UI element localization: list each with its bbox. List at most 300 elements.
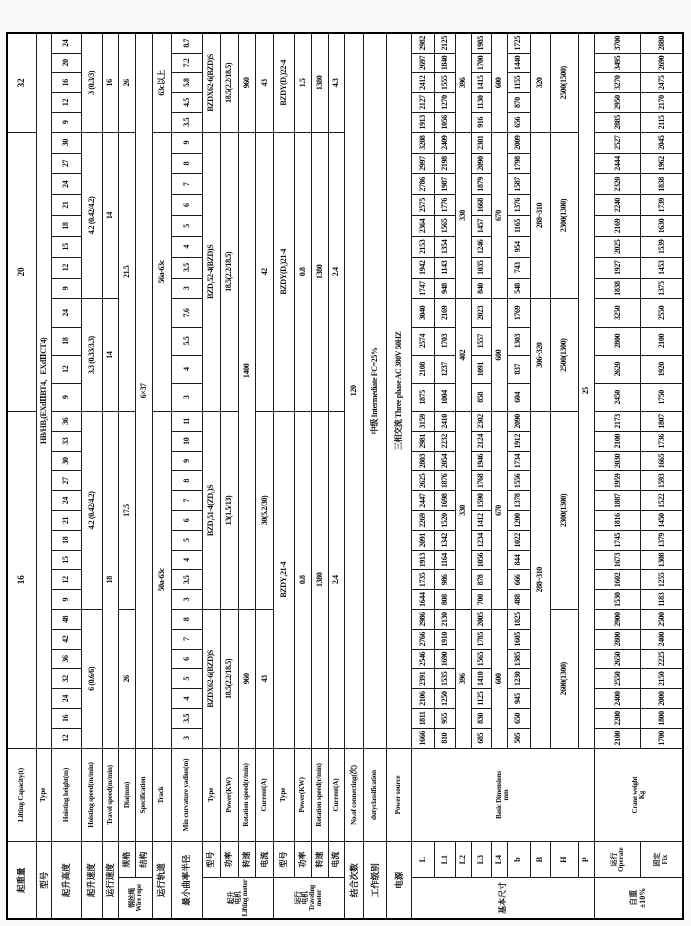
- cell-capacity: 16: [7, 411, 36, 748]
- cell-weight-fix: 1630: [641, 216, 683, 237]
- cell-hoist-height: 15: [52, 550, 81, 570]
- cell-dim-L2: 330: [456, 411, 472, 609]
- cell-min-radius: 7.2: [171, 53, 202, 73]
- cell-dim-L3: 2124: [471, 431, 491, 451]
- cell-weight-operate: 1927: [595, 257, 641, 278]
- cell-hoist-height: 36: [52, 411, 81, 431]
- cell-dim-L3: 1130: [471, 93, 491, 113]
- cell-dim-b: 1385: [507, 649, 530, 669]
- cell-dim-b: 1376: [507, 195, 530, 216]
- cell-weight-operate: 1602: [595, 570, 641, 590]
- cell-dim-L: 2091: [412, 530, 435, 550]
- cell-dim-b: 1556: [507, 471, 530, 491]
- cell-dim-L: 2997: [412, 153, 435, 174]
- cell-dim-L3: 2023: [471, 299, 491, 327]
- cell-weight-fix: 1962: [641, 153, 683, 174]
- cell-lift-motor-power: 18.5(2.2/18.5): [220, 132, 238, 411]
- cell-dim-b: 656: [507, 112, 530, 132]
- cell-lift-motor-power: 13(1.5/13): [220, 411, 238, 609]
- row-travel-speed: [102, 33, 119, 919]
- cell-weight-operate: 2950: [595, 93, 641, 113]
- cell-hoist-height: 24: [52, 299, 81, 327]
- label-travel-motor-speed: 转速: [311, 842, 328, 877]
- cell-dim-L1: 810: [435, 728, 456, 748]
- cell-min-radius: 5: [171, 530, 202, 550]
- cell-hoist-height: 24: [52, 174, 81, 195]
- cell-dim-b: 954: [507, 236, 530, 257]
- cell-dim-L3: 1768: [471, 471, 491, 491]
- cell-travel-motor-power: 1.5: [295, 33, 312, 132]
- cell-lift-motor-current: 30(5.2/30): [256, 411, 274, 609]
- cell-track: 56a-63c: [152, 132, 171, 411]
- cell-dim-L3: 1590: [471, 491, 491, 511]
- cell-hoist-speed: 3.3 (0.33/3.3): [81, 299, 102, 412]
- label-weight-operate: 运行 Operate: [595, 842, 641, 877]
- cell-travel-motor-power: 0.8: [295, 132, 312, 411]
- cell-dim-b: 844: [507, 550, 530, 570]
- cell-weight-operate: 3700: [595, 33, 641, 53]
- cell-weight-operate: 1887: [595, 491, 641, 511]
- cell-rope-dia: 26: [119, 33, 136, 132]
- row-track: [152, 33, 171, 919]
- cell-dim-L1: 1776: [435, 195, 456, 216]
- cell-weight-operate: 1816: [595, 511, 641, 531]
- label-lift-motor-speed: 转速: [238, 842, 256, 877]
- label-weight-fix: 固定 Fix: [641, 842, 683, 877]
- cell-dim-L3: 1557: [471, 327, 491, 355]
- cell-dim-L3: 1879: [471, 174, 491, 195]
- label-connect-count: 结合次数: [345, 842, 364, 919]
- cell-dim-L3: 916: [471, 112, 491, 132]
- cell-rope-dia: 21.5: [119, 132, 136, 411]
- cell-dim-b: 604: [507, 383, 530, 411]
- label-duty-class: dutyclassification: [364, 748, 387, 842]
- row-weight-operate: [595, 33, 641, 919]
- label-travel-motor-type: 运行 电机 Traveling motor: [274, 877, 345, 919]
- cell-dim-L1: 1342: [435, 530, 456, 550]
- cell-hoist-height: 24: [52, 33, 81, 53]
- label-travel-motor-current: 电流: [328, 842, 345, 877]
- label-dim-L: 基本尺寸: [412, 877, 595, 919]
- cell-capacity: 32: [7, 33, 36, 132]
- cell-dim-L: 1644: [412, 590, 435, 610]
- cell-rope-spec: 6×37: [136, 33, 153, 748]
- cell-weight-fix: 1920: [641, 355, 683, 383]
- cell-lift-motor-power: 18.5(2.2/18.5): [220, 33, 238, 132]
- cell-dim-L3: 1785: [471, 629, 491, 649]
- cell-weight-operate: 1959: [595, 471, 641, 491]
- cell-dim-L3: 1125: [471, 689, 491, 709]
- cell-lift-motor-current: 42: [256, 132, 274, 411]
- cell-power-source: 三相交流 Three phase AC 380V 50HZ: [387, 33, 412, 748]
- row-min-radius: [171, 33, 202, 919]
- cell-dim-L1: 1354: [435, 236, 456, 257]
- cell-hoist-height: 30: [52, 132, 81, 153]
- cell-min-radius: 8: [171, 153, 202, 174]
- cell-hoist-height: 9: [52, 590, 81, 610]
- label-hoist-speed: Hoisting speed(m/min): [81, 748, 102, 842]
- cell-duty-class: 中级 Intermediate FC=25%: [364, 33, 387, 748]
- cell-dim-L2: 396: [456, 33, 472, 132]
- cell-dim-L1: 2125: [435, 33, 456, 53]
- cell-min-radius: 3.5: [171, 257, 202, 278]
- cell-lift-motor-speed: 960: [238, 33, 256, 132]
- cell-lift-motor-speed: 1400: [238, 132, 256, 609]
- label-min-radius: 最小曲率半径: [171, 842, 202, 919]
- cell-dim-b: 1303: [507, 327, 530, 355]
- cell-hoist-height: 36: [52, 649, 81, 669]
- cell-dim-L1: 1987: [435, 174, 456, 195]
- cell-dim-L3: 1700: [471, 53, 491, 73]
- cell-weight-fix: 1255: [641, 570, 683, 590]
- cell-dim-b: 505: [507, 728, 530, 748]
- cell-dim-L1: 1876: [435, 471, 456, 491]
- cell-weight-fix: 1522: [641, 491, 683, 511]
- cell-min-radius: 11: [171, 411, 202, 431]
- cell-weight-operate: 2240: [595, 195, 641, 216]
- cell-dim-b: 1912: [507, 431, 530, 451]
- cell-weight-fix: 1739: [641, 195, 683, 216]
- cell-hoist-speed: 4.2 (0.42/4.2): [81, 132, 102, 299]
- cell-dim-L: 2986: [412, 610, 435, 630]
- cell-rope-dia: 17.5: [119, 411, 136, 609]
- label-travel-motor-type: 型号: [274, 842, 295, 877]
- cell-weight-fix: 1807: [641, 411, 683, 431]
- cell-dim-L1: 1910: [435, 629, 456, 649]
- cell-min-radius: 3: [171, 383, 202, 411]
- cell-dim-L: 2697: [412, 53, 435, 73]
- cell-weight-fix: 1800: [641, 709, 683, 729]
- cell-weight-fix: 1593: [641, 471, 683, 491]
- cell-dim-L1: 2054: [435, 451, 456, 471]
- cell-weight-fix: 1838: [641, 174, 683, 195]
- label-track: Track: [152, 748, 171, 842]
- cell-hoist-height: 12: [52, 570, 81, 590]
- cell-hoist-height: 16: [52, 709, 81, 729]
- cell-travel-motor-type: BZDY(D₁)22-4: [274, 33, 295, 132]
- cell-min-radius: 3.5: [171, 112, 202, 132]
- cell-travel-motor-speed: 1380: [311, 33, 328, 132]
- cell-dim-L3: 1457: [471, 216, 491, 237]
- label-travel-motor-power: 功率: [295, 842, 312, 877]
- cell-weight-fix: 1736: [641, 431, 683, 451]
- cell-dim-L: 2269: [412, 511, 435, 531]
- cell-dim-L3: 2301: [471, 132, 491, 153]
- cell-hoist-height: 32: [52, 669, 81, 689]
- cell-min-radius: 3: [171, 590, 202, 610]
- cell-hoist-height: 18: [52, 530, 81, 550]
- cell-min-radius: 5: [171, 669, 202, 689]
- cell-weight-fix: 2170: [641, 93, 683, 113]
- cell-travel-motor-power: 0.8: [295, 411, 312, 748]
- cell-dim-L1: 1703: [435, 327, 456, 355]
- cell-dim-L1: 1250: [435, 689, 456, 709]
- cell-hoist-height: 16: [52, 73, 81, 93]
- label-dim-L1: L1: [435, 842, 456, 877]
- cell-weight-operate: 3250: [595, 299, 641, 327]
- cell-dim-L3: 878: [471, 570, 491, 590]
- cell-dim-L1: 1143: [435, 257, 456, 278]
- label-lift-motor-power: Power(KW): [220, 748, 238, 842]
- cell-hoist-height: 21: [52, 195, 81, 216]
- cell-dim-L1: 1555: [435, 73, 456, 93]
- cell-hoist-height: 12: [52, 93, 81, 113]
- row-lift-motor-speed: [238, 33, 256, 919]
- cell-lift-motor-speed: 960: [238, 610, 256, 749]
- cell-min-radius: 3: [171, 278, 202, 299]
- cell-dim-L1: 808: [435, 590, 456, 610]
- cell-weight-fix: 2225: [641, 649, 683, 669]
- cell-dim-b: 2009: [507, 132, 530, 153]
- label-model: 型号: [36, 842, 52, 919]
- cell-dim-L3: 700: [471, 590, 491, 610]
- cell-dim-b: 650: [507, 709, 530, 729]
- cell-dim-H: 2300(1300): [551, 411, 578, 609]
- label-dim-L: L: [412, 842, 435, 877]
- cell-weight-operate: 1838: [595, 278, 641, 299]
- label-travel-motor-current: Current(A): [328, 748, 345, 842]
- cell-min-radius: 4: [171, 236, 202, 257]
- cell-dim-L1: 1840: [435, 53, 456, 73]
- cell-dim-L1: 2232: [435, 431, 456, 451]
- cell-dim-b: 548: [507, 278, 530, 299]
- cell-dim-L: 2412: [412, 73, 435, 93]
- cell-min-radius: 9: [171, 132, 202, 153]
- cell-weight-fix: 1750: [641, 383, 683, 411]
- cell-weight-operate: 2030: [595, 451, 641, 471]
- cell-hoist-height: 27: [52, 471, 81, 491]
- cell-weight-operate: 2025: [595, 236, 641, 257]
- cell-min-radius: 8: [171, 471, 202, 491]
- cell-dim-L1: 2410: [435, 411, 456, 431]
- label-dim-L: Basic Dimensions mm: [412, 748, 595, 842]
- cell-dim-L2: 330: [456, 132, 472, 299]
- label-capacity: Lifting Capacity(t): [7, 748, 36, 842]
- cell-weight-operate: 2444: [595, 153, 641, 174]
- cell-hoist-height: 9: [52, 112, 81, 132]
- cell-dim-L1: 948: [435, 278, 456, 299]
- row-lift-motor-current: [256, 33, 274, 919]
- cell-dim-L: 2803: [412, 451, 435, 471]
- label-hoist-height: Hoisting height(m): [52, 748, 81, 842]
- label-rope-dia: 钢丝绳 Wire rope: [119, 877, 152, 919]
- cell-lift-motor-type: BZD₁51-4(ZD₁)S: [203, 411, 221, 609]
- row-travel-motor-type: [274, 33, 295, 919]
- cell-weight-fix: 2500: [641, 610, 683, 630]
- cell-travel-motor-type: BZDY(D₁)21-4: [274, 132, 295, 411]
- cell-travel-motor-speed: 1380: [311, 411, 328, 748]
- cell-weight-operate: 2650: [595, 649, 641, 669]
- cell-weight-fix: 2000: [641, 689, 683, 709]
- cell-dim-H: 2500(1500): [551, 33, 578, 132]
- cell-weight-operate: 2550: [595, 669, 641, 689]
- cell-dim-L: 3208: [412, 132, 435, 153]
- label-connect-count: No.of connecting(次): [345, 748, 364, 842]
- cell-dim-L: 2546: [412, 649, 435, 669]
- label-model: Type: [36, 748, 52, 842]
- cell-min-radius: 4: [171, 355, 202, 383]
- cell-weight-fix: 2100: [641, 327, 683, 355]
- cell-min-radius: 6: [171, 649, 202, 669]
- cell-min-radius: 5: [171, 216, 202, 237]
- cell-weight-operate: 1745: [595, 530, 641, 550]
- cell-weight-fix: 1539: [641, 236, 683, 257]
- label-track: 运行轨道: [152, 842, 171, 919]
- cell-dim-b: 1725: [507, 33, 530, 53]
- cell-weight-operate: 1530: [595, 590, 641, 610]
- cell-capacity: 20: [7, 132, 36, 411]
- cell-weight-operate: 2885: [595, 112, 641, 132]
- cell-dim-L3: 1668: [471, 195, 491, 216]
- crane-spec-table: [6, 32, 684, 920]
- cell-weight-fix: 1379: [641, 530, 683, 550]
- cell-lift-motor-type: BZD₁52-4(BZD)S: [203, 132, 221, 411]
- cell-min-radius: 7: [171, 491, 202, 511]
- cell-dim-L3: 1410: [471, 669, 491, 689]
- label-travel-motor-power: Power(KW): [295, 748, 312, 842]
- row-rope-dia: [119, 33, 136, 919]
- cell-dim-L3: 1056: [471, 550, 491, 570]
- cell-dim-L: 1666: [412, 728, 435, 748]
- cell-hoist-height: 12: [52, 728, 81, 748]
- cell-lift-motor-type: BZDX62-6(BZD)S: [203, 33, 221, 132]
- cell-dim-L: 3159: [412, 411, 435, 431]
- cell-min-radius: 3.5: [171, 570, 202, 590]
- cell-rope-dia: 26: [119, 610, 136, 749]
- label-lift-motor-type: 起升 电机 Lifting motor: [203, 877, 274, 919]
- cell-hoist-height: 33: [52, 431, 81, 451]
- cell-travel-speed: 18: [102, 411, 119, 748]
- cell-dim-P: 25: [578, 33, 595, 748]
- row-travel-motor-current: [328, 33, 345, 919]
- cell-dim-L3: 830: [471, 709, 491, 729]
- cell-weight-operate: 3495: [595, 53, 641, 73]
- cell-min-radius: 3.5: [171, 709, 202, 729]
- cell-weight-fix: 2150: [641, 669, 683, 689]
- cell-min-radius: 5.8: [171, 73, 202, 93]
- cell-min-radius: 8.7: [171, 33, 202, 53]
- cell-hoist-height: 18: [52, 327, 81, 355]
- row-connect-count: [345, 33, 364, 919]
- label-lift-motor-current: Current(A): [256, 748, 274, 842]
- cell-dim-L3: 1091: [471, 355, 491, 383]
- cell-weight-fix: 2690: [641, 53, 683, 73]
- cell-track: 50a-63c: [152, 411, 171, 748]
- cell-dim-L4: 600: [491, 610, 507, 749]
- cell-dim-L1: 1164: [435, 550, 456, 570]
- cell-dim-L3: 1565: [471, 649, 491, 669]
- cell-dim-L: 2364: [412, 216, 435, 237]
- cell-model: HB/HB₂(EXdⅡBT4、EXdⅡCT4): [36, 33, 52, 748]
- cell-dim-L3: 840: [471, 278, 491, 299]
- row-rope-spec: [136, 33, 153, 919]
- cell-hoist-height: 27: [52, 153, 81, 174]
- cell-dim-L3: 1412: [471, 511, 491, 531]
- cell-dim-L: 2625: [412, 471, 435, 491]
- cell-dim-B: 320: [530, 33, 551, 132]
- row-duty-class: [364, 33, 387, 919]
- cell-lift-motor-current: 43: [256, 33, 274, 132]
- cell-dim-L3: 1035: [471, 257, 491, 278]
- row-travel-motor-speed: [311, 33, 328, 919]
- cell-hoist-height: 18: [52, 216, 81, 237]
- row-hoist-height: [52, 33, 81, 919]
- label-dim-L3: L3: [471, 842, 491, 877]
- row-lift-motor-power: [220, 33, 238, 919]
- cell-dim-L1: 1698: [435, 491, 456, 511]
- cell-weight-operate: 2200: [595, 709, 641, 729]
- label-lift-motor-power: 功率: [220, 842, 238, 877]
- cell-dim-b: 1605: [507, 629, 530, 649]
- cell-dim-L1: 1565: [435, 216, 456, 237]
- cell-dim-L4: 600: [491, 299, 507, 412]
- cell-lift-motor-type: BZDX62-6(BZD)S: [203, 610, 221, 749]
- cell-hoist-speed: 4.2 (0.42/4.2): [81, 411, 102, 609]
- label-rope-dia: Dia(mm): [119, 748, 136, 842]
- cell-dim-b: 488: [507, 590, 530, 610]
- cell-weight-fix: 1308: [641, 550, 683, 570]
- cell-dim-L2: 402: [456, 299, 472, 412]
- cell-dim-b: 1022: [507, 530, 530, 550]
- cell-dim-b: 945: [507, 689, 530, 709]
- cell-dim-b: 1769: [507, 299, 530, 327]
- cell-travel-motor-speed: 1380: [311, 132, 328, 411]
- cell-dim-L: 1735: [412, 570, 435, 590]
- label-travel-motor-speed: Rotation speed(r/min): [311, 748, 328, 842]
- cell-dim-L1: 1520: [435, 511, 456, 531]
- cell-weight-fix: 2400: [641, 629, 683, 649]
- cell-dim-L1: 2409: [435, 132, 456, 153]
- row-power-source: [387, 33, 412, 919]
- cell-hoist-height: 12: [52, 355, 81, 383]
- cell-weight-fix: 1375: [641, 278, 683, 299]
- cell-lift-motor-power: 18.5(2.2/18.5): [220, 610, 238, 749]
- cell-dim-L3: 2302: [471, 411, 491, 431]
- cell-weight-operate: 2800: [595, 327, 641, 355]
- cell-dim-L: 2127: [412, 93, 435, 113]
- cell-dim-b: 1440: [507, 53, 530, 73]
- cell-dim-b: 666: [507, 570, 530, 590]
- cell-dim-L4: 670: [491, 132, 507, 299]
- cell-hoist-height: 24: [52, 689, 81, 709]
- cell-dim-H: 2300(1300): [551, 132, 578, 299]
- cell-weight-operate: 2527: [595, 132, 641, 153]
- cell-dim-L: 2108: [412, 355, 435, 383]
- cell-travel-motor-current: 2.4: [328, 411, 345, 748]
- cell-dim-b: 1230: [507, 669, 530, 689]
- cell-dim-b: 1378: [507, 491, 530, 511]
- cell-hoist-height: 15: [52, 236, 81, 257]
- label-power-source: Power source: [387, 748, 412, 842]
- cell-dim-b: 1200: [507, 511, 530, 531]
- label-power-source: 电源: [387, 842, 412, 919]
- cell-travel-speed: 16: [102, 33, 119, 132]
- cell-dim-H: 2600(1300): [551, 610, 578, 749]
- label-travel-motor-type: Type: [274, 748, 295, 842]
- cell-weight-fix: 1700: [641, 728, 683, 748]
- cell-dim-L: 2106: [412, 689, 435, 709]
- cell-weight-fix: 1665: [641, 451, 683, 471]
- cell-dim-b: 2090: [507, 411, 530, 431]
- cell-hoist-height: 12: [52, 257, 81, 278]
- cell-dim-L3: 1946: [471, 451, 491, 471]
- cell-dim-L: 2574: [412, 327, 435, 355]
- cell-dim-b: 1734: [507, 451, 530, 471]
- cell-dim-L: 2982: [412, 33, 435, 53]
- row-dim-L: [412, 33, 435, 919]
- cell-connect-count: 120: [345, 33, 364, 748]
- cell-dim-B: 306~320: [530, 299, 551, 412]
